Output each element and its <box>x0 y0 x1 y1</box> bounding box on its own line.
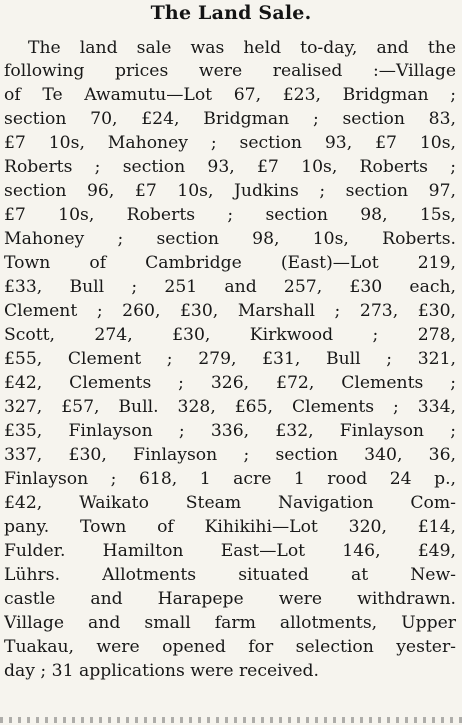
article-line: day ; 31 applications were received. <box>4 661 319 681</box>
article-line: £33, Bull ; 251 and 257, £30 each, <box>4 277 456 297</box>
article-line: Fulder. Hamilton East—Lot 146, £49, <box>4 541 456 561</box>
article-line: £55, Clement ; 279, £31, Bull ; 321, <box>4 349 456 369</box>
article-line: pany. Town of Kihikihi—Lot 320, £14, <box>4 517 456 537</box>
article-line: £35, Finlayson ; 336, £32, Finlayson ; <box>4 421 456 441</box>
article-line: section 70, £24, Bridgman ; section 83, <box>4 109 456 129</box>
article-line: 327, £57, Bull. 328, £65, Clements ; 334, <box>4 397 456 417</box>
article-line: section 96, £7 10s, Judkins ; section 97, <box>4 181 456 201</box>
article-line: Tuakau, were opened for selection yester- <box>4 637 456 657</box>
article-line: £7 10s, Roberts ; section 98, 15s, <box>4 205 456 225</box>
article-line: Roberts ; section 93, £7 10s, Roberts ; <box>4 157 456 177</box>
article-line: Lührs. Allotments situated at New- <box>4 565 456 585</box>
article-line: Mahoney ; section 98, 10s, Roberts. <box>4 229 456 249</box>
article-line: Village and small farm allotments, Upper <box>4 613 456 633</box>
article-line: 337, £30, Finlayson ; section 340, 36, <box>4 445 456 465</box>
article-line: castle and Harapepe were withdrawn. <box>4 589 456 609</box>
article-line: Scott, 274, £30, Kirkwood ; 278, <box>4 325 456 345</box>
article-line: £42, Clements ; 326, £72, Clements ; <box>4 373 456 393</box>
article-line: £42, Waikato Steam Navigation Com- <box>4 493 456 513</box>
article-line: Town of Cambridge (East)—Lot 219, <box>4 253 456 273</box>
article-line: The land sale was held to-day, and the <box>28 38 456 58</box>
article-line: £7 10s, Mahoney ; section 93, £7 10s, <box>4 133 456 153</box>
article-line: Finlayson ; 618, 1 acre 1 rood 24 p., <box>4 469 456 489</box>
article-line: Clement ; 260, £30, Marshall ; 273, £30, <box>4 301 456 321</box>
print-edge-artifact <box>0 717 462 723</box>
article-title: The Land Sale. <box>150 2 312 24</box>
article-line: following prices were realised :—Village <box>4 61 456 81</box>
article-line: of Te Awamutu—Lot 67, £23, Bridgman ; <box>4 85 456 105</box>
